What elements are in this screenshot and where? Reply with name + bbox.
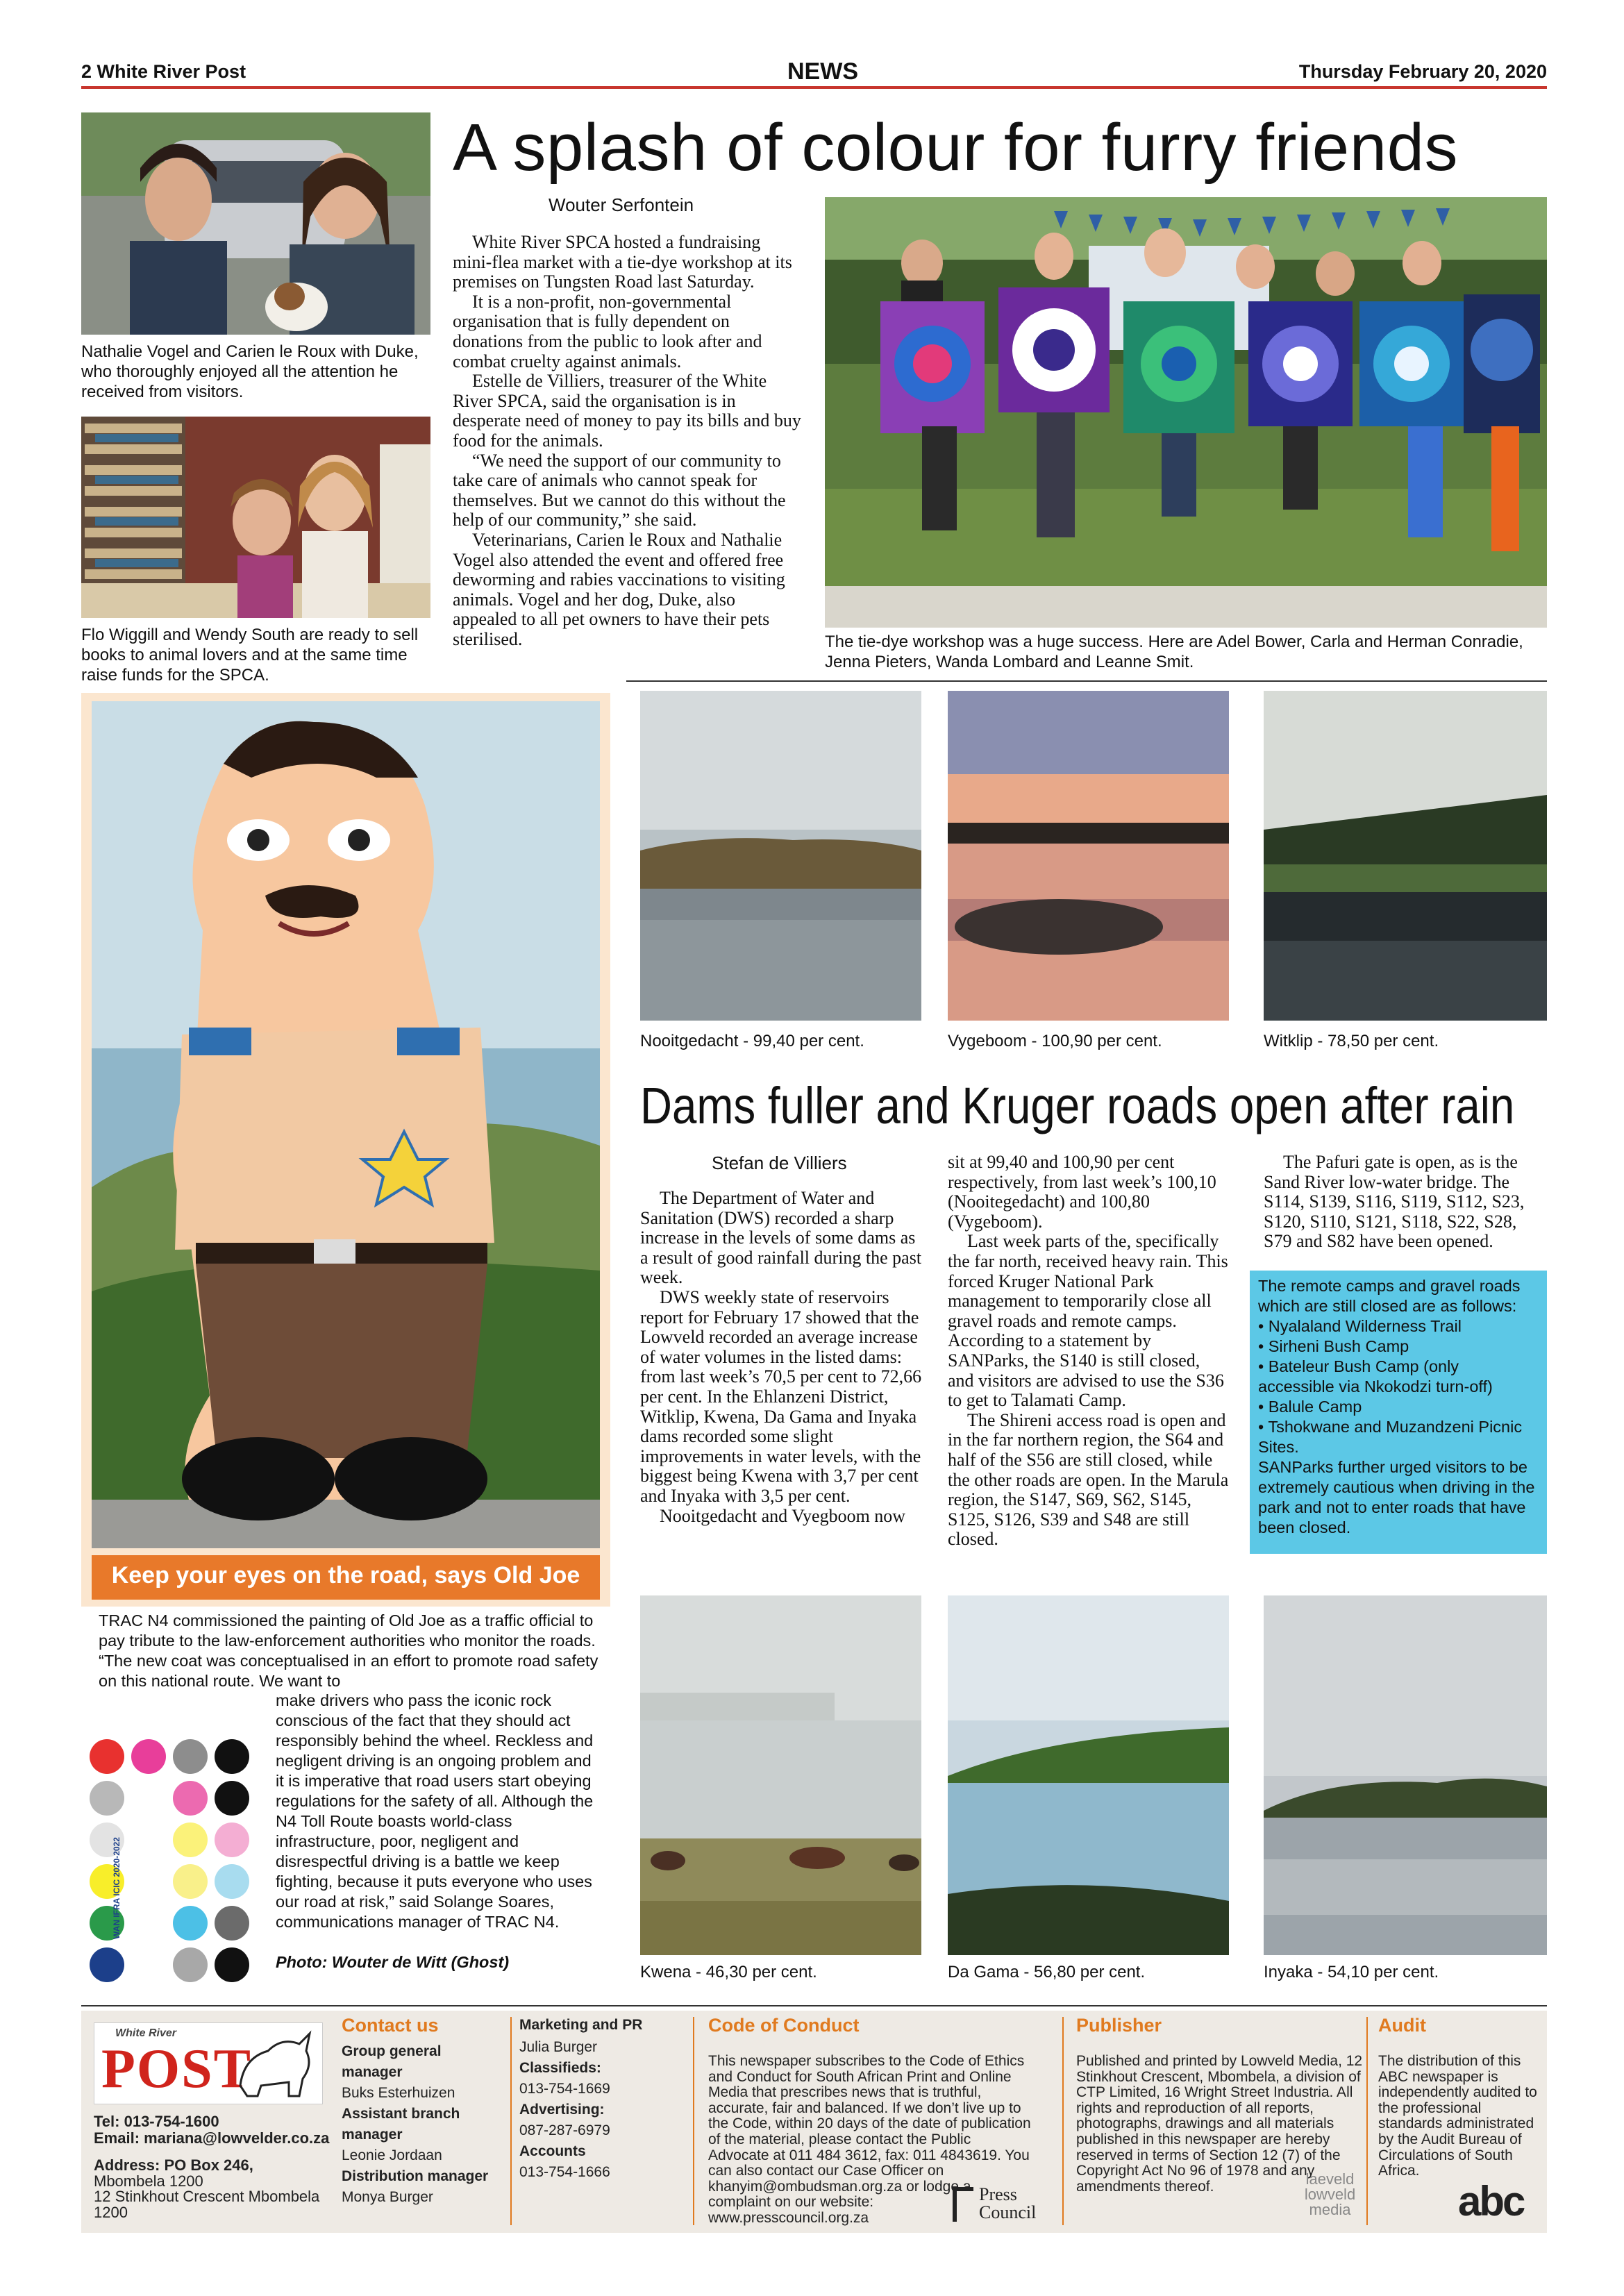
photo-da-gama-dam [948,1595,1229,1955]
photo-nooitgedacht-dam [640,691,921,1021]
spca-paragraph: “We need the support of our community to take care of animals who cannot speak for themselves. But we cannot do this without the help of our community,” she said. [453,450,786,530]
dams-paragraph: Nooitgedacht and Vyegboom now [660,1505,906,1526]
white-river-post-logo [94,2022,323,2104]
swatch [90,1947,124,1982]
issue-date: Thursday February 20, 2020 [1298,61,1547,82]
logo-small-text: White River [115,2027,177,2039]
press-council-mark-icon [953,2187,973,2222]
photo-old-joe [92,701,600,1548]
swatch [215,1906,249,1941]
footer-address: Address: PO Box 246, Mbombela 1200 12 Stinkhout Crescent Mbombela 1200 [94,2156,320,2221]
box-item: • Balule Camp [1258,1398,1362,1416]
oldjoe-headline: Keep your eyes on the road, says Old Joe [111,1562,580,1589]
swatch [131,1739,166,1774]
abc-logo: abc [1458,2178,1524,2224]
marketing-list: Julia Burger Classifieds: 013-754-1669 Advertising: 087-287-6979 Accounts 013-754-1666 [519,2039,610,2180]
spca-paragraph: Estelle de Villiers, treasurer of the White River SPCA, said the organisation is in desperate need of money to pay its bills and buy food for the animals. [453,371,801,451]
swatch [173,1739,208,1774]
box-item: • Sirheni Bush Camp [1258,1337,1409,1355]
swatch [173,1864,208,1899]
page-folio: 2 White River Post [81,61,246,82]
caption-vygeboom: Vygeboom - 100,90 per cent. [948,1032,1162,1050]
dams-headline: Dams fuller and Kruger roads open after rain [640,1077,1515,1134]
swatch [215,1947,249,1982]
spca-headline: A splash of colour for furry friends [453,110,1458,185]
section-label: NEWS [787,58,858,85]
caption-witklip: Witklip - 78,50 per cent. [1264,1032,1439,1050]
oldjoe-text-wide: TRAC N4 commissioned the painting of Old Joe as a traffic official to pay tribute to the law-enforcement authorities who monitor the roads. “The new coat was conceptualised in an effort to promote road safety on this national route. We want to [99,1611,598,1690]
photo-vets-with-dog [81,112,430,335]
dams-column-1 [640,1189,926,1526]
photo-witklip-dam [1264,691,1547,1021]
dams-column-2 [948,1153,1230,1550]
footer-col-divider [1366,2017,1368,2225]
dams-paragraph: DWS weekly state of reservoirs report for February 17 showed that the Lowveld recorded an average increase of water volumes in the listed dams: from last week’s 70,5 per cent to 72,66 per cent. In the Ehlanzeni District, Witklip, Kwena, Da Gama and Inyaka dams recorded some slight improvements in water levels, with the biggest being Kwena with 3,7 per cent and Inyaka with 3,5 per cent. [640,1287,922,1506]
caption-inyaka: Inyaka - 54,10 per cent. [1264,1963,1439,1981]
oldjoe-text-narrow: make drivers who pass the iconic rock conscious of the fact that they should act responsibly behind the wheel. Reckless and negligent driving is an ongoing problem and it is imperative that road users start obeying regulations for the safety of all. Although the N4 Toll Route boasts world-class infrastructure, poor, negligent and disrespectful driving is a battle we keep fighting, because it puts everyone who uses our road at risk,” said Solange Soares, communications manager of TRAC N4. [276,1691,594,1931]
swatch [90,1739,124,1774]
publisher-text: Published and printed by Lowveld Media, 12 Stinkhout Crescent, Mbombela, a division of CTP Limited, 16 Wright Street Industria. All rights and reproduction of all reports, photographs, drawings and all materials published in this newspaper are hereby reserved in terms of Section 12 (7) of the Copyright Act No 96 of 1978 and any amendments thereof. [1076,2053,1363,2195]
swatch [215,1739,249,1774]
wan-ifra-stamp: WAN IFRA ICIC 2020-2022 [112,1837,122,1939]
caption-nooitgedacht: Nooitgedacht - 99,40 per cent. [640,1032,864,1050]
photo-credit: Photo: Wouter de Witt (Ghost) [276,1953,510,1971]
lowveld-media-logo: laeveld lowveld media [1304,2170,1356,2218]
code-heading: Code of Conduct [708,2015,860,2036]
swatch [90,1781,124,1816]
caption-vets: Nathalie Vogel and Carien le Roux with Duke, who thoroughly enjoyed all the attention he received from visitors. [81,342,419,401]
dams-paragraph: The Pafuri gate is open, as is the Sand River low-water bridge. The S114, S139, S116, S119, S112, S23, S120, S110, S121, S118, S22, S28, S79 and S82 have been opened. [1264,1152,1525,1252]
caption-da-gama: Da Gama - 56,80 per cent. [948,1963,1146,1981]
swatch [215,1864,249,1899]
box-intro: The remote camps and gravel roads which are still closed are as follows: [1258,1277,1521,1315]
photo-kwena-dam [640,1595,921,1955]
marketing-heading: Marketing and PR [519,2017,643,2033]
dams-paragraph: The Shireni access road is open and in the far northern region, the S64 and half of the S56 are still closed, while the other roads are open. In the Marula region, the S147, S69, S62, S145, S125, S126, S39 and S48 are still closed. [948,1409,1229,1550]
contact-list: Group general manager Buks Esterhuizen Assistant branch manager Leonie Jordaan Distribution manager Monya Burger [342,2043,489,2205]
swatch [215,1822,249,1857]
color-registration-marks [81,1731,263,1998]
oldjoe-title-bar [92,1555,600,1600]
footer-email: Email: mariana@lowvelder.co.za [94,2129,330,2147]
caption-kwena: Kwena - 46,30 per cent. [640,1963,817,1981]
spca-paragraph: It is a non-profit, non-governmental organisation that is fully dependent on donations from the public to look after and combat cruelty against animals. [453,291,762,371]
caption-books: Flo Wiggill and Wendy South are ready to sell books to animal lovers and at the same time raise funds for the SPCA. [81,626,419,685]
swatch [173,1947,208,1982]
footer-col-divider [510,2017,512,2225]
spca-paragraph: Veterinarians, Carien le Roux and Nathalie Vogel also attended the event and offered free deworming and rabies vaccinations to visiting animals. Vogel and her dog, Duke, also appealed to all pet owners to have their pets sterilised. [453,529,785,649]
audit-text: The distribution of this ABC newspaper is independently audited to the professional standards administrated by the Audit Bureau of Circulations of South Africa. [1378,2053,1537,2179]
photo-inyaka-dam [1264,1595,1547,1955]
code-text: This newspaper subscribes to the Code of Ethics and Conduct for South African Print and Online Media that prescribes news that is truthful, accurate, fair and balanced. If we don’t live up to the Code, within 20 days of the date of publication of the material, please contact the Public Advocate at 011 484 3612, fax: 011 4843619. You can also contact our Case Officer on khanyim@ombudsman.org.za or lodge a complaint on our website: www.presscouncil.org.za [708,2053,1031,2226]
spca-paragraph: White River SPCA hosted a fundraising mini-flea market with a tie-dye workshop at its premises on Tungsten Road last Saturday. [453,232,792,292]
spca-body [453,233,801,649]
footer-col-divider [693,2017,694,2225]
dams-paragraph: The Department of Water and Sanitation (DWS) recorded a sharp increase in the levels of some dams as a result of good rainfall during the past week. [640,1188,922,1288]
swatch [173,1906,208,1941]
box-item: • Tshokwane and Muzandzeni Picnic Sites. [1258,1418,1523,1456]
swatch [173,1781,208,1816]
box-item: • Nyalaland Wilderness Trail [1258,1317,1462,1335]
section-divider [626,680,1547,682]
press-council-logo: Press Council [953,2186,1057,2226]
photo-tie-dye-workshop [825,197,1547,628]
logo-post-text: POST [101,2038,252,2100]
rhino-logo-icon [233,2030,317,2100]
dams-column-3 [1264,1153,1547,1252]
header-rule [81,86,1547,89]
swatch [215,1781,249,1816]
audit-heading: Audit [1378,2015,1426,2036]
dams-paragraph: sit at 99,40 and 100,90 per cent respectively, from last week’s 100,10 (Nooitegedacht) and 100,80 (Vygeboom). [948,1152,1216,1232]
dams-paragraph: Last week parts of the, specifically the far north, received heavy rain. This forced Kruger National Park management to temporarily close all gravel roads and remote camps. According to a statement by SANParks, the S140 is still closed, and visitors are advised to use the S36 to get to Talamati Camp. [948,1231,1228,1411]
contact-heading: Contact us [342,2015,439,2036]
box-outro: SANParks further urged visitors to be extremely cautious when driving in the park and not to enter roads that have been closed. [1258,1458,1535,1536]
dams-byline: Stefan de Villiers [712,1153,847,1173]
footer-tel: Tel: 013-754-1600 [94,2113,219,2130]
footer-top-rule [81,2005,1547,2006]
spca-byline: Wouter Serfontein [549,194,694,215]
closed-roads-box [1250,1271,1547,1554]
box-item: • Bateleur Bush Camp (only accessible via Nkokodzi turn-off) [1258,1357,1493,1396]
publisher-heading: Publisher [1076,2015,1162,2036]
footer-col-divider [1062,2017,1064,2225]
swatch [173,1822,208,1857]
photo-book-sellers [81,417,430,618]
photo-vygeboom-dam [948,691,1229,1021]
caption-tie-dye: The tie-dye workshop was a huge success. Here are Adel Bower, Carla and Herman Conradie, Jenna Pieters, Wanda Lombard and Leanne Smit. [825,632,1523,671]
